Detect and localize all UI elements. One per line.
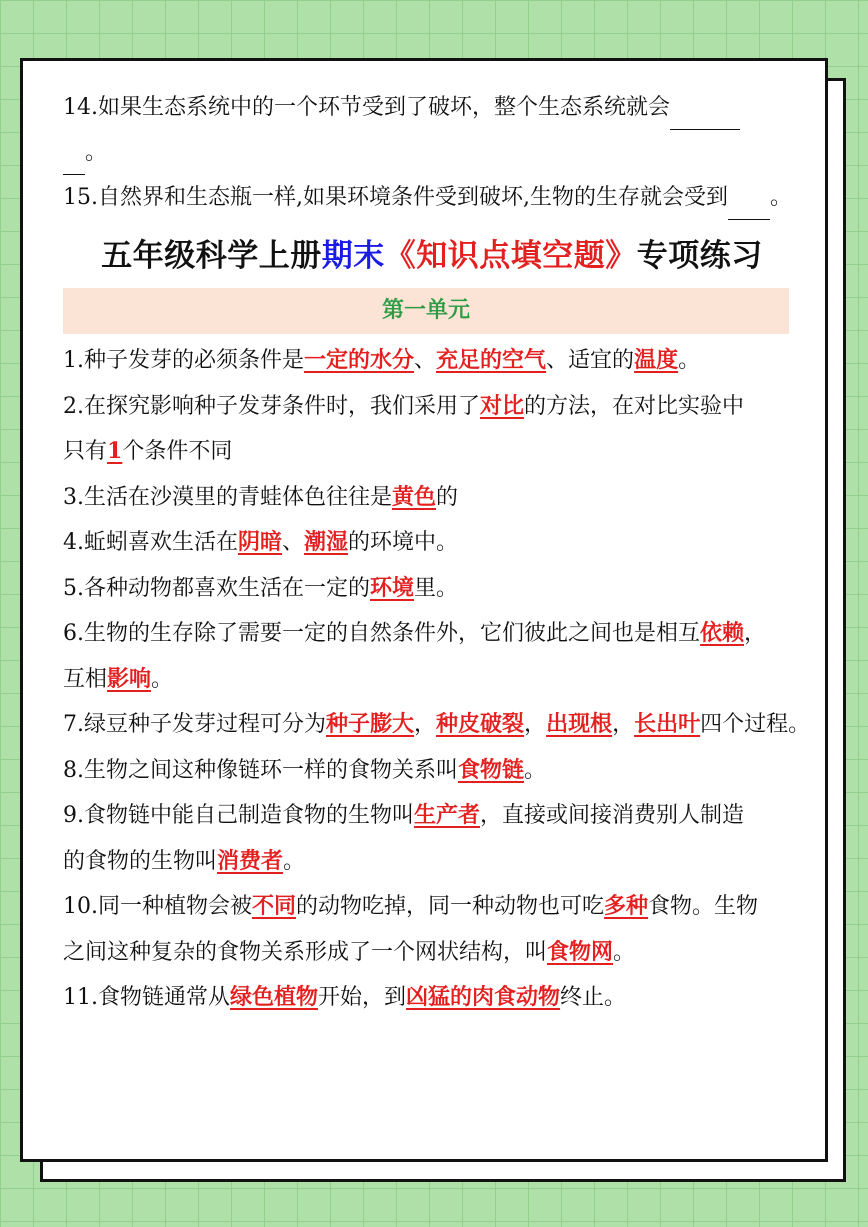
question-text: 食物。生物 <box>648 894 759 919</box>
list-item-1 <box>63 338 807 383</box>
question-text: 。 <box>283 848 306 874</box>
question-text: 、适宜的 <box>546 348 635 373</box>
list-item-10-continued <box>63 930 807 975</box>
answer-blank <box>728 193 770 220</box>
answer: 依赖 <box>700 620 745 646</box>
answer: 多种 <box>604 893 649 919</box>
question-14-continued <box>63 130 807 175</box>
question-text: 终止。 <box>560 985 627 1010</box>
list-item-9 <box>63 793 807 838</box>
unit-header: 第一单元 <box>63 288 789 334</box>
question-text: 2.在探究影响种子发芽条件时，我们采用了 <box>63 393 480 419</box>
question-text: ，直接或间接消费别人制造 <box>480 803 745 828</box>
question-text: 的方法，在对比实验中 <box>524 393 745 419</box>
question-text: 的环境中。 <box>348 530 459 555</box>
question-text: 11.食物链通常从 <box>63 985 230 1010</box>
answer-blank <box>63 148 85 175</box>
worksheet-card <box>20 58 828 1162</box>
answer: 消费者 <box>217 847 284 874</box>
answer: 食物链 <box>458 756 525 783</box>
question-text: ， <box>414 712 437 737</box>
list-item-6 <box>63 611 807 656</box>
answer: 温度 <box>634 347 679 373</box>
list-item-9-continued <box>63 839 807 884</box>
worksheet-content <box>63 85 811 1021</box>
question-15-tail: 。 <box>769 185 792 210</box>
question-text: 7.绿豆种子发芽过程可分为 <box>63 712 326 737</box>
question-text: ， <box>612 712 635 737</box>
question-text: 的 <box>436 484 459 510</box>
question-text: 之间这种复杂的食物关系形成了一个网状结构，叫 <box>63 939 548 965</box>
question-text: 、 <box>282 530 305 555</box>
question-text: 互相 <box>63 666 108 692</box>
question-text: 5.各种动物都喜欢生活在一定的 <box>63 575 370 601</box>
list-item-7 <box>63 702 811 747</box>
question-15 <box>63 175 807 220</box>
title-practice: 专项练习 <box>636 238 763 274</box>
answer: 充足的空气 <box>436 347 547 373</box>
question-text: 、 <box>414 348 437 373</box>
list-item-4 <box>63 520 807 565</box>
question-text: 6.生物的生存除了需要一定的自然条件外，它们彼此之间也是相互 <box>63 621 700 646</box>
answer: 环境 <box>370 574 415 601</box>
answer: 影响 <box>107 665 152 692</box>
title-final: 期末 <box>321 238 385 274</box>
question-text: 。 <box>613 939 636 965</box>
list-item-8 <box>63 748 807 793</box>
answer: 潮湿 <box>304 529 349 555</box>
question-text: 。 <box>524 757 547 783</box>
answer: 对比 <box>480 392 525 419</box>
answer: 绿色植物 <box>230 984 319 1010</box>
answer-blank <box>670 103 740 130</box>
question-text: 只有 <box>63 439 108 464</box>
list-item-5 <box>63 566 807 611</box>
question-text: 。 <box>151 666 174 692</box>
answer: 一定的水分 <box>304 347 415 373</box>
list-item-2 <box>63 384 807 429</box>
question-text: 8.生物之间这种像链环一样的食物关系叫 <box>63 757 458 783</box>
list-item-3 <box>63 475 807 520</box>
answer: 种子膨大 <box>326 711 415 737</box>
question-text: 四个过程。 <box>700 712 811 737</box>
list-item-11 <box>63 975 807 1020</box>
question-text: ， <box>524 712 547 737</box>
list-item-10 <box>63 884 807 929</box>
answer: 长出叶 <box>634 711 701 737</box>
question-14-tail: 。 <box>85 140 108 165</box>
question-list <box>63 338 811 1020</box>
answer: 黄色 <box>392 483 437 510</box>
answer: 阴暗 <box>238 529 283 555</box>
list-item-6-continued <box>63 657 807 702</box>
question-text: 。 <box>678 348 701 373</box>
question-text: 1.种子发芽的必须条件是 <box>63 348 304 373</box>
question-text: 里。 <box>414 575 459 601</box>
answer: 种皮破裂 <box>436 711 525 737</box>
answer: 出现根 <box>546 711 613 737</box>
list-item-2-continued <box>63 429 807 474</box>
question-15-text: 15.自然界和生态瓶一样,如果环境条件受到破坏,生物的生存就会受到 <box>63 185 728 210</box>
question-text: 个条件不同 <box>122 439 233 464</box>
page-title <box>57 226 807 286</box>
answer: 不同 <box>252 893 297 919</box>
question-text: 的动物吃掉，同一种动物也可吃 <box>296 894 605 919</box>
question-14-text: 14.如果生态系统中的一个环节受到了破坏，整个生态系统就会 <box>63 95 670 120</box>
answer: 食物网 <box>547 938 614 965</box>
question-text: 4.蚯蚓喜欢生活在 <box>63 530 238 555</box>
title-grade: 五年级科学上册 <box>101 238 322 274</box>
answer: 凶猛的肉食动物 <box>406 984 561 1010</box>
answer: 生产者 <box>414 802 481 828</box>
question-text: 10.同一种植物会被 <box>63 894 252 919</box>
question-text: 开始，到 <box>318 985 407 1010</box>
title-topic: 《知识点填空题》 <box>384 238 637 274</box>
question-text: 9.食物链中能自己制造食物的生物叫 <box>63 803 414 828</box>
answer: 1 <box>107 438 123 464</box>
question-text: ， <box>744 621 767 646</box>
question-14 <box>63 85 807 130</box>
question-text: 3.生活在沙漠里的青蛙体色往往是 <box>63 484 392 510</box>
question-text: 的食物的生物叫 <box>63 848 218 874</box>
